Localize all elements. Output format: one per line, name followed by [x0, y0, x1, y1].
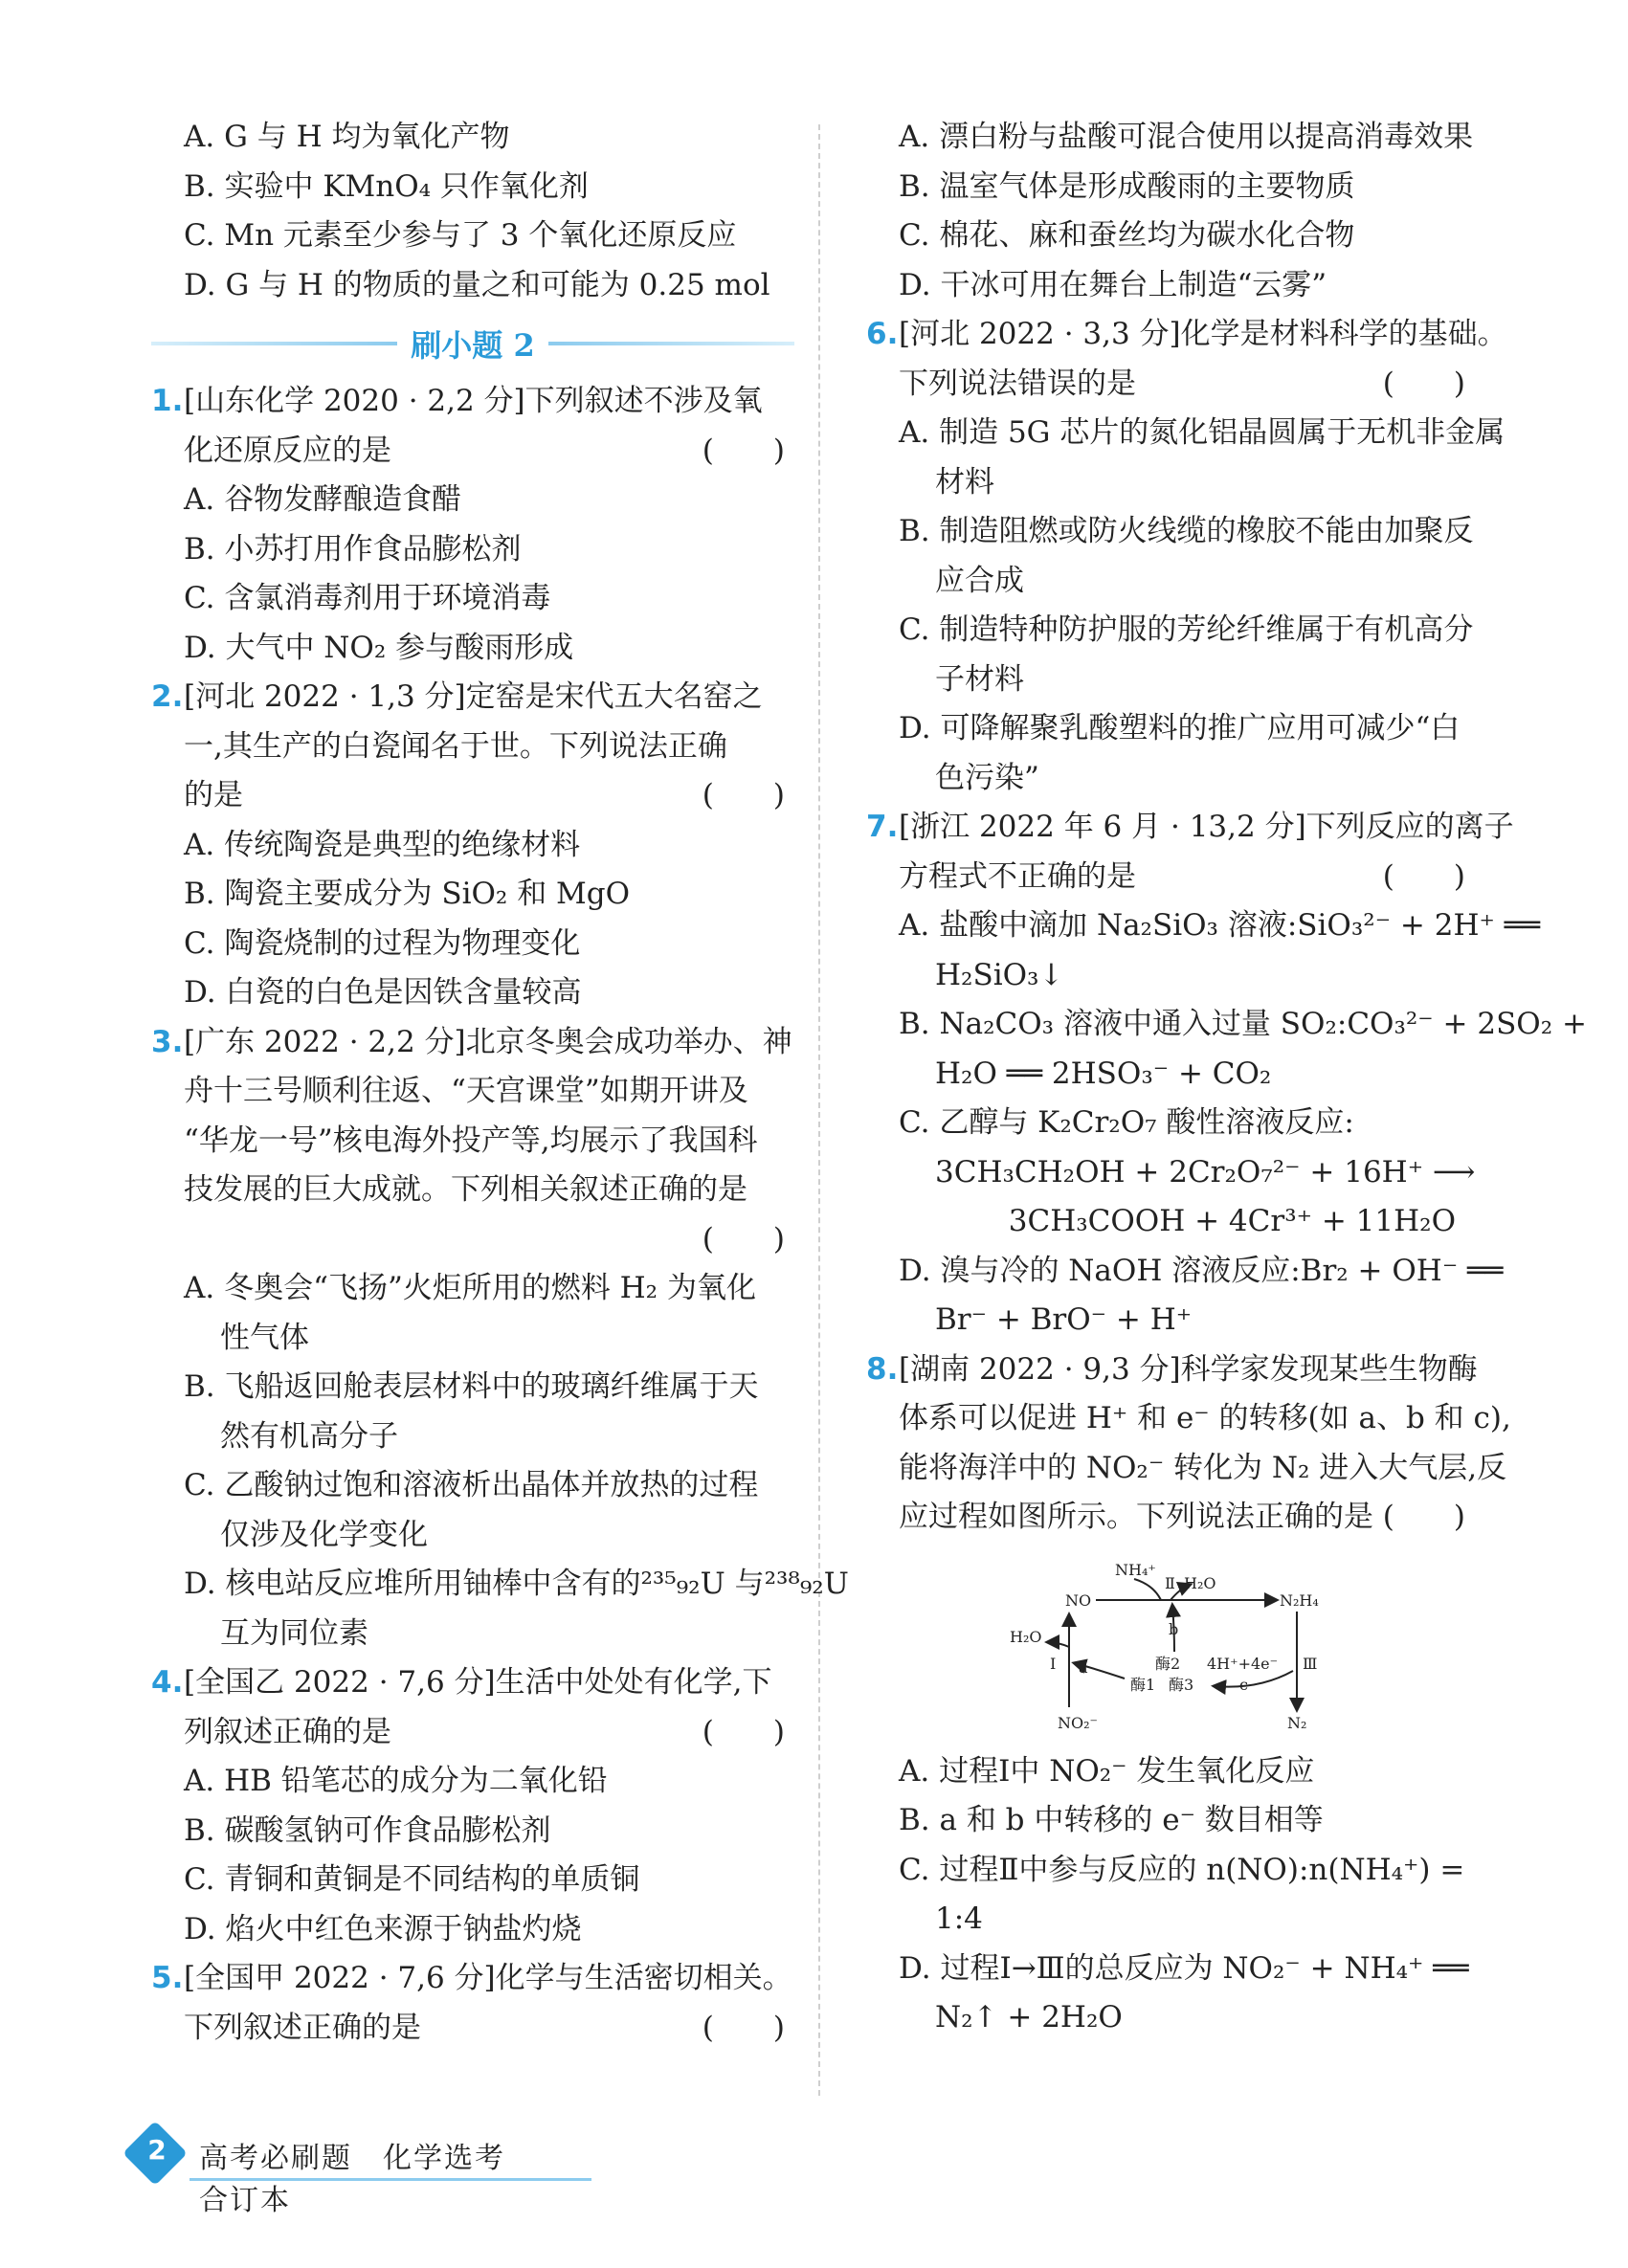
label-h2o-left: H₂O [1010, 1627, 1042, 1646]
option-c: C. 过程Ⅱ中参与反应的 n(NO):n(NH₄⁺) = [899, 1852, 1465, 1887]
answer-bracket: ( ) [1382, 366, 1465, 401]
option-d-cont: Br⁻ + BrO⁻ + H⁺ [935, 1302, 1193, 1337]
option-a: A. 过程Ⅰ中 NO₂⁻ 发生氧化反应 [899, 1753, 1315, 1789]
reaction-diagram [866, 1556, 1475, 1738]
question-text: 技发展的巨大成就。下列相关叙述正确的是 [184, 1172, 747, 1207]
question-6 [866, 310, 1507, 360]
option-c: C. 乙醇与 K₂Cr₂O₇ 酸性溶液反应: [899, 1105, 1354, 1140]
question-4 [151, 1658, 794, 1708]
option-a: A. 传统陶瓷是典型的绝缘材料 [184, 827, 581, 862]
label-c: c [1239, 1675, 1248, 1694]
question-text-cont [866, 853, 1475, 902]
question-number: 8. [866, 1351, 899, 1387]
section-title: 刷小题 2 [411, 327, 535, 364]
option-a-cont: 材料 [935, 464, 994, 500]
option-c-equation: 3CH₃CH₂OH + 2Cr₂O₇²⁻ + 16H⁺ ⟶ [935, 1154, 1476, 1190]
option-b: B. Na₂CO₃ 溶液中通入过量 SO₂:CO₃²⁻ + 2SO₂ + [899, 1007, 1587, 1041]
question-text: 下列说法错误的是 [899, 366, 1136, 401]
question-text: [全国甲 2022 · 7,6 分]化学与生活密切相关。 [184, 1961, 792, 1995]
option-a: A. 制造 5G 芯片的氮化铝晶圆属于无机非金属 [899, 415, 1505, 450]
question-text: 的是 [184, 778, 243, 812]
label-nh4: NH₄⁺ [1115, 1560, 1156, 1579]
option-a: A. HB 铅笔芯的成分为二氧化铅 [184, 1764, 608, 1798]
label-no: NO [1065, 1590, 1092, 1610]
label-ii: Ⅱ [1165, 1573, 1175, 1592]
question-2 [151, 673, 794, 723]
option-c: C. 乙酸钠过饱和溶液析出晶体并放热的过程 [184, 1468, 759, 1502]
section-rule-right [548, 342, 794, 345]
option-d-cont: 互为同位素 [220, 1615, 368, 1651]
question-text-cont [866, 1493, 1475, 1543]
question-text: [广东 2022 · 2,2 分]北京冬奥会成功举办、神 [184, 1024, 792, 1059]
option-b-cont: 然有机高分子 [220, 1418, 398, 1454]
label-h2o-top: H₂O [1184, 1573, 1216, 1592]
answer-bracket: ( ) [1382, 858, 1465, 894]
section-header [151, 310, 794, 377]
option-d-cont: 色污染” [935, 760, 1039, 795]
question-text: 体系可以促进 H⁺ 和 e⁻ 的转移(如 a、b 和 c), [899, 1401, 1511, 1435]
option-b: B. 陶瓷主要成分为 SiO₂ 和 MgO [184, 877, 631, 911]
answer-bracket-row [151, 1215, 794, 1265]
question-8 [866, 1345, 1478, 1395]
question-5 [151, 1954, 794, 2004]
question-text: 一,其生产的白瓷闻名于世。下列说法正确 [184, 728, 727, 764]
question-text: 能将海洋中的 NO₂⁻ 转化为 N₂ 进入大气层,反 [899, 1450, 1507, 1485]
question-text-cont [151, 1708, 794, 1758]
question-text: 下列叙述正确的是 [184, 2010, 421, 2045]
question-text: [湖南 2022 · 9,3 分]科学家发现某些生物酶 [899, 1351, 1478, 1387]
question-7 [866, 803, 1514, 853]
question-number: 2. [151, 679, 184, 714]
option-d-cont: N₂↑ + 2H₂O [935, 2000, 1123, 2035]
option-c-cont: 仅涉及化学变化 [220, 1517, 428, 1552]
question-text-cont [151, 771, 794, 821]
option-b: B. 小苏打用作食品膨松剂 [184, 531, 522, 567]
question-number: 7. [866, 810, 899, 844]
option-d: D. 大气中 NO₂ 参与酸雨形成 [184, 630, 574, 665]
option-d: D. 焰火中红色来源于钠盐灼烧 [184, 1911, 582, 1946]
question-text: [全国乙 2022 · 7,6 分]生活中处处有化学,下 [184, 1665, 772, 1700]
label-no2: NO₂⁻ [1058, 1713, 1098, 1732]
answer-bracket: ( ) [702, 1714, 785, 1749]
question-text-cont [151, 2004, 794, 2054]
question-number: 4. [151, 1665, 184, 1700]
arrow-c [1215, 1671, 1293, 1687]
label-a: a [1079, 1657, 1088, 1677]
question-text: 方程式不正确的是 [899, 858, 1136, 894]
option-c: C. 陶瓷烧制的过程为物理变化 [184, 925, 581, 961]
option-a: A. 冬奥会“飞扬”火炬所用的燃料 H₂ 为氧化 [184, 1271, 756, 1305]
q5-option-a: A. 漂白粉与盐酸可混合使用以提高消毒效果 [899, 120, 1474, 154]
option-c: C. 含氯消毒剂用于环境消毒 [184, 581, 551, 615]
page-number: 2 [147, 2134, 167, 2166]
answer-bracket: ( ) [702, 433, 785, 468]
question-number: 1. [151, 384, 184, 418]
label-b: b [1169, 1619, 1179, 1638]
option-d: D. 溴与冷的 NaOH 溶液反应:Br₂ + OH⁻ ══ [899, 1253, 1504, 1288]
reaction-diagram-svg [1010, 1556, 1354, 1738]
question-text-cont [866, 360, 1475, 410]
option-b-cont: H₂O ══ 2HSO₃⁻ + CO₂ [935, 1056, 1272, 1091]
label-enzyme-2: 酶2 [1155, 1654, 1181, 1673]
q5-option-c: C. 棉花、麻和蚕丝均为碳水化合物 [899, 218, 1355, 253]
answer-bracket: ( ) [702, 1221, 785, 1256]
prev-option-b: B. 实验中 KMnO₄ 只作氧化剂 [184, 168, 589, 204]
arrow-nh4-in [1134, 1579, 1161, 1600]
question-text: 舟十三号顺利往返、“天宫课堂”如期开讲及 [184, 1074, 748, 1108]
option-b-cont: 应合成 [935, 563, 1024, 598]
section-rule-left [151, 342, 397, 345]
arrow-h2o-out [1048, 1642, 1069, 1647]
prev-option-a: A. G 与 H 均为氧化产物 [184, 120, 510, 154]
question-1 [151, 377, 794, 427]
right-column [866, 113, 1587, 2043]
label-enzyme-3: 酶3 [1169, 1675, 1194, 1694]
question-text: [浙江 2022 年 6 月 · 13,2 分]下列反应的离子 [899, 810, 1514, 844]
question-text: 应过程如图所示。下列说法正确的是 [899, 1500, 1373, 1534]
question-text-cont [151, 427, 794, 477]
label-enzyme-1: 酶1 [1130, 1675, 1156, 1694]
option-c: C. 制造特种防护服的芳纶纤维属于有机高分 [899, 612, 1474, 647]
question-text: “华龙一号”核电海外投产等,均展示了我国科 [184, 1123, 758, 1158]
question-number: 5. [151, 1961, 184, 1995]
option-a: A. 谷物发酵酿造食醋 [184, 482, 462, 517]
question-text: [山东化学 2020 · 2,2 分]下列叙述不涉及氧 [184, 384, 763, 418]
question-text: 列叙述正确的是 [184, 1714, 391, 1749]
left-column [151, 113, 849, 2053]
option-a-cont: H₂SiO₃↓ [935, 957, 1064, 992]
label-n2h4: N₂H₄ [1280, 1590, 1319, 1610]
option-c-products: 3CH₃COOH + 4Cr³⁺ + 11H₂O [1008, 1204, 1456, 1238]
q5-option-b: B. 温室气体是形成酸雨的主要物质 [899, 168, 1355, 204]
question-number: 6. [866, 317, 899, 351]
q5-option-d: D. 干冰可用在舞台上制造“云雾” [899, 267, 1327, 302]
prev-option-c: C. Mn 元素至少参与了 3 个氧化还原反应 [184, 218, 737, 253]
label-n2: N₂ [1287, 1713, 1307, 1732]
option-d: D. 白瓷的白色是因铁含量较高 [184, 975, 582, 1010]
question-text: 化还原反应的是 [184, 433, 391, 468]
option-b: B. 碳酸氢钠可作食品膨松剂 [184, 1812, 551, 1848]
option-b: B. 制造阻燃或防火线缆的橡胶不能由加聚反 [899, 514, 1474, 548]
option-d: D. 可降解聚乳酸塑料的推广应用可减少“白 [899, 711, 1461, 745]
option-c-cont: 子材料 [935, 661, 1024, 697]
option-c: C. 青铜和黄铜是不同结构的单质铜 [184, 1862, 640, 1897]
prev-option-d: D. G 与 H 的物质的量之和可能为 0.25 mol [184, 267, 770, 302]
answer-bracket: ( ) [702, 778, 785, 812]
page-footer [123, 2124, 536, 2217]
book-title: 高考必刷题 化学选考 合订本 [199, 2142, 536, 2217]
label-h-e: 4H⁺+4e⁻ [1207, 1654, 1279, 1673]
column-divider [818, 124, 820, 2096]
option-a: A. 盐酸中滴加 Na₂SiO₃ 溶液:SiO₃²⁻ + 2H⁺ ══ [899, 908, 1541, 943]
question-text: [河北 2022 · 1,3 分]定窑是宋代五大名窑之 [184, 679, 763, 714]
option-d: D. 核电站反应堆所用铀棒中含有的²³⁵₉₂U 与²³⁸₉₂U [184, 1567, 849, 1601]
answer-bracket: ( ) [1382, 1500, 1465, 1534]
option-a-cont: 性气体 [220, 1320, 309, 1355]
question-3 [151, 1018, 794, 1068]
option-b: B. 飞船返回舱表层材料中的玻璃纤维属于天 [184, 1369, 759, 1404]
label-iii: Ⅲ [1303, 1654, 1318, 1673]
option-b: B. a 和 b 中转移的 e⁻ 数目相等 [899, 1803, 1324, 1837]
option-c-cont: 1:4 [935, 1901, 983, 1936]
answer-bracket: ( ) [702, 2010, 785, 2045]
label-i: Ⅰ [1050, 1654, 1057, 1673]
question-text: [河北 2022 · 3,3 分]化学是材料科学的基础。 [899, 317, 1507, 351]
footer-underline [190, 2178, 591, 2181]
option-d: D. 过程Ⅰ→Ⅲ的总反应为 NO₂⁻ + NH₄⁺ ══ [899, 1950, 1469, 1986]
question-number: 3. [151, 1024, 184, 1059]
